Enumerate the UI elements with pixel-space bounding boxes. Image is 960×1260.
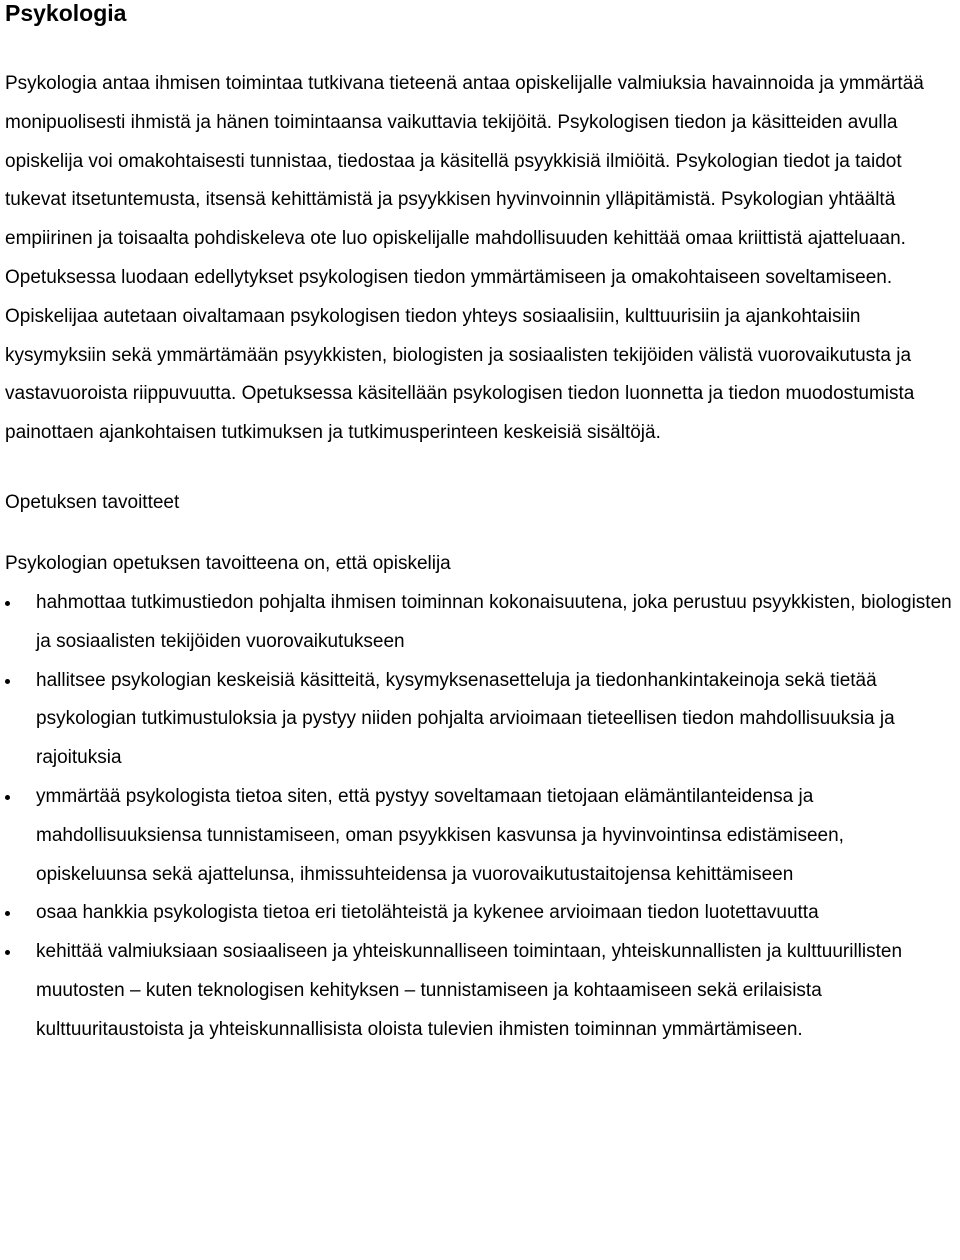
list-item-text: kehittää valmiuksiaan sosiaaliseen ja yhteiskunnalliseen toimintaan, yhteiskunnallisten ja kulttuurillisten muutosten – kuten teknologisen kehityksen – tunnistamiseen ja kohtaamiseen sekä erilaisista kulttuuritaustoista ja yhteiskunnallisista oloista tulevien ihmisten toiminnan ymmärtämiseen. [36,941,903,1040]
list-item-text: hallitsee psykologian keskeisiä käsitteitä, kysymyksenasetteluja ja tiedonhankintakeinoja sekä tietää psykologian tutkimustuloksia ja pystyy niiden pohjalta arvioimaan tieteellisen tiedon mahdollisuuksia ja rajoituksia [36,669,895,769]
section-heading: Opetuksen tavoitteet [5,491,180,513]
bullet-icon [5,601,10,606]
list-item-text: hahmottaa tutkimustiedon pohjalta ihmisen toiminnan kokonaisuutena, joka perustuu psyykkisten, biologisten ja sosiaalisten tekijöiden vuorovaikutukseen [36,591,952,652]
list-item-text: osaa hankkia psykologista tietoa eri tietolähteistä ja kykenee arvioimaan tiedon luotettavuutta [36,902,819,924]
goals-list [5,584,960,1050]
list-item [5,933,960,1049]
bullet-icon [5,795,10,800]
list-item [5,584,960,662]
intro-paragraph: Psykologia antaa ihmisen toimintaa tutkivana tieteenä antaa opiskelijalle valmiuksia havainnoida ja ymmärtää monipuolisesti ihmistä ja hänen toimintaansa vaikuttavia tekijöitä. Psykologisen tiedon ja käsitteiden avulla opiskelija voi omakohtaisesti tunnistaa, tiedostaa ja käsitellä psyykkisiä ilmiöitä. Psykologian tiedot ja taidot tukevat itsetuntemusta, itsensä kehittämistä ja psyykkisen hyvinvoinnin ylläpitämistä. Psykologian yhtäältä empiirinen ja toisaalta pohdiskeleva ote luo opiskelijalle mahdollisuuden kehittää omaa kriittistä ajatteluaan. Opetuksessa luodaan edellytykset psykologisen tiedon ymmärtämiseen ja omakohtaiseen soveltamiseen. Opiskelijaa autetaan oivaltamaan psykologisen tiedon yhteys sosiaalisiin, kulttuurisiin ja ajankohtaisiin kysymyksiin sekä ymmärtämään psyykkisten, biologisten ja sosiaalisten tekijöiden välistä vuorovaikutusta ja vastavuoroista riippuvuutta. Opetuksessa käsitellään psykologisen tiedon luonnetta ja tiedon muodostumista painottaen ajankohtaisen tutkimuksen ja tutkimusperinteen keskeisiä sisältöjä. [5,73,924,444]
bullet-icon [5,679,10,684]
list-item [5,778,960,894]
goals-lead: Psykologian opetuksen tavoitteena on, että opiskelija [5,552,451,574]
bullet-icon [5,950,10,955]
list-item [5,894,960,933]
list-item-text: ymmärtää psykologista tietoa siten, että pystyy soveltamaan tietojaan elämäntilanteidensa ja mahdollisuuksiensa tunnistamiseen, oman psyykkisen kasvunsa ja hyvinvointinsa edistämiseen, opiskeluunsa sekä ajattelunsa, ihmissuhteidensa ja vuorovaikutustaitojensa kehittämiseen [36,785,844,885]
bullet-icon [5,911,10,916]
list-item [5,662,960,778]
page-title: Psykologia [5,0,127,26]
